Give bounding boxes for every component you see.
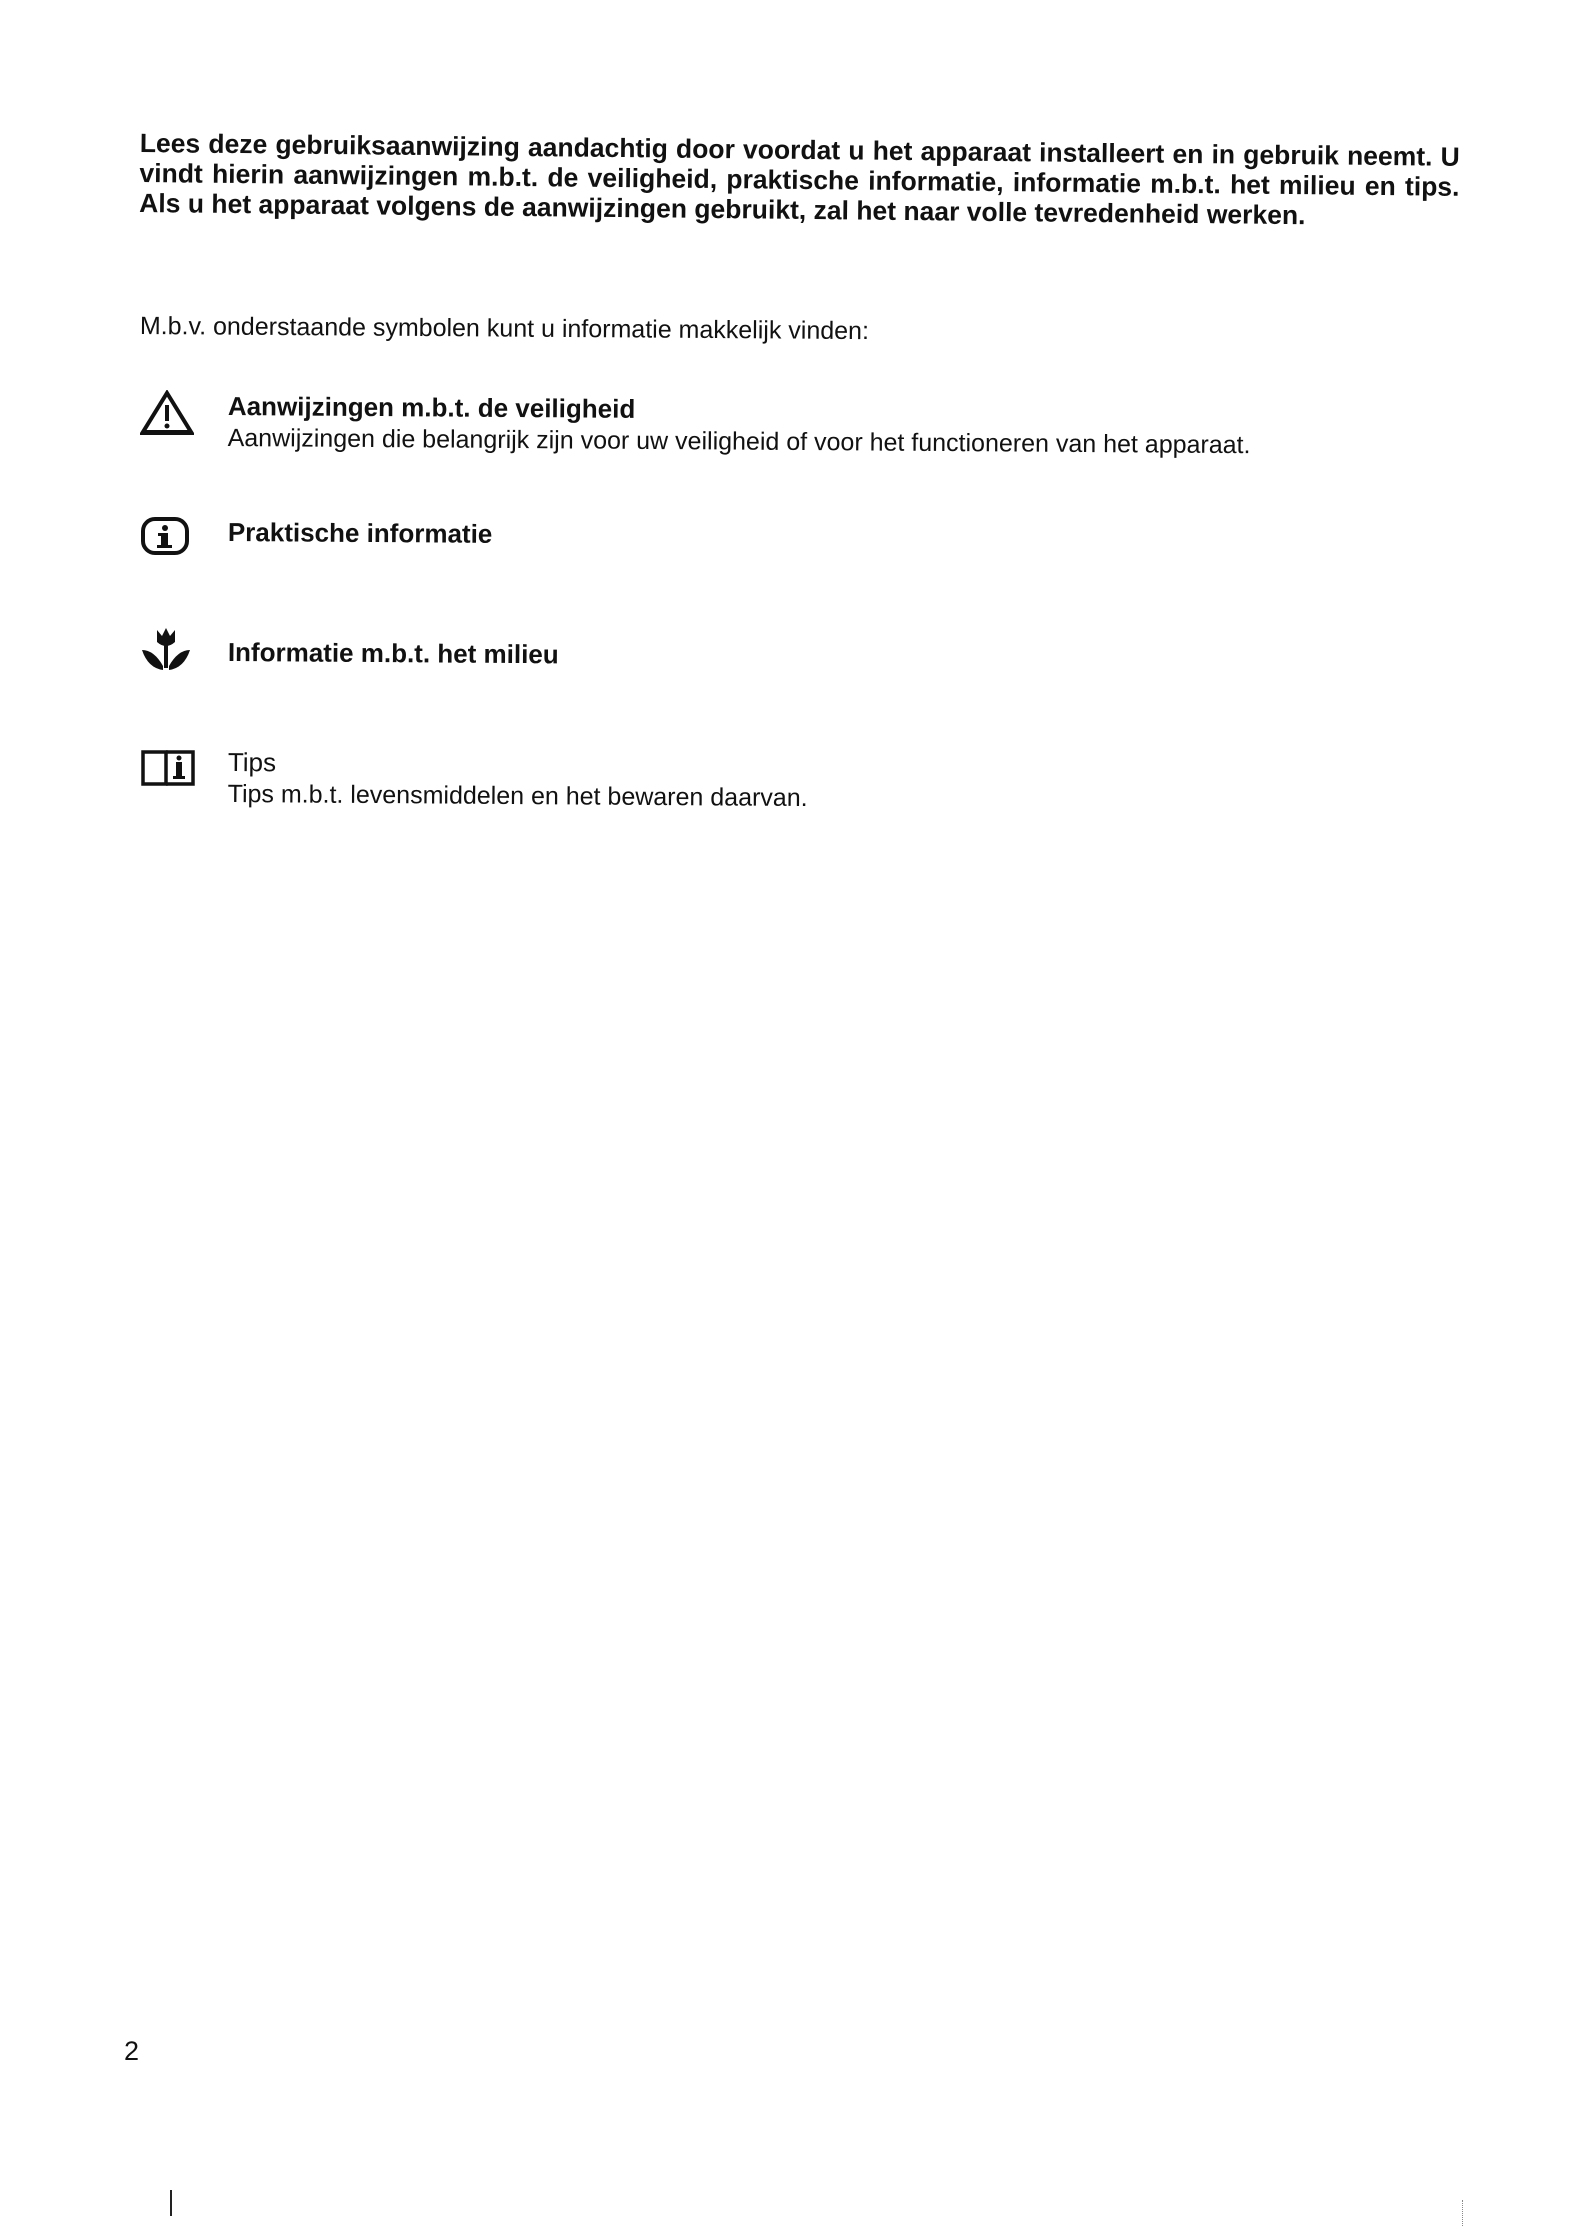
flower-leaf-icon	[140, 626, 192, 677]
entry-title: Informatie m.b.t. het milieu	[227, 637, 559, 670]
intro-paragraph: Lees deze gebruiksaanwijzing aandachtig door voordat u het apparaat installeert en in gebruik neemt. U vindt hierin aanwijzingen m.b.t. de veiligheid, praktische informatie, informatie m.b.t. het milieu en tips. Als u het apparaat volgens de aanwijzingen gebruikt, zal het naar volle tevredenheid werken.	[139, 128, 1460, 231]
entry-description: Aanwijzingen die belangrijk zijn voor uw veiligheid of voor het functioneren van het apparaat.	[227, 423, 1251, 460]
entry-title: Aanwijzingen m.b.t. de veiligheid	[227, 390, 636, 424]
page-number: 2	[124, 2036, 140, 2066]
scan-mark	[1462, 2200, 1464, 2226]
info-icon	[140, 516, 190, 563]
entry-title: Tips	[227, 747, 277, 778]
symbols-lead-text: M.b.v. onderstaande symbolen kunt u informatie makkelijk vinden:	[139, 312, 870, 346]
warning-triangle-icon	[140, 390, 194, 441]
scan-mark	[170, 2190, 172, 2216]
book-info-icon	[140, 746, 196, 793]
entry-description: Tips m.b.t. levensmiddelen en het bewaren daarvan.	[227, 779, 808, 813]
entry-title: Praktische informatie	[227, 517, 493, 549]
